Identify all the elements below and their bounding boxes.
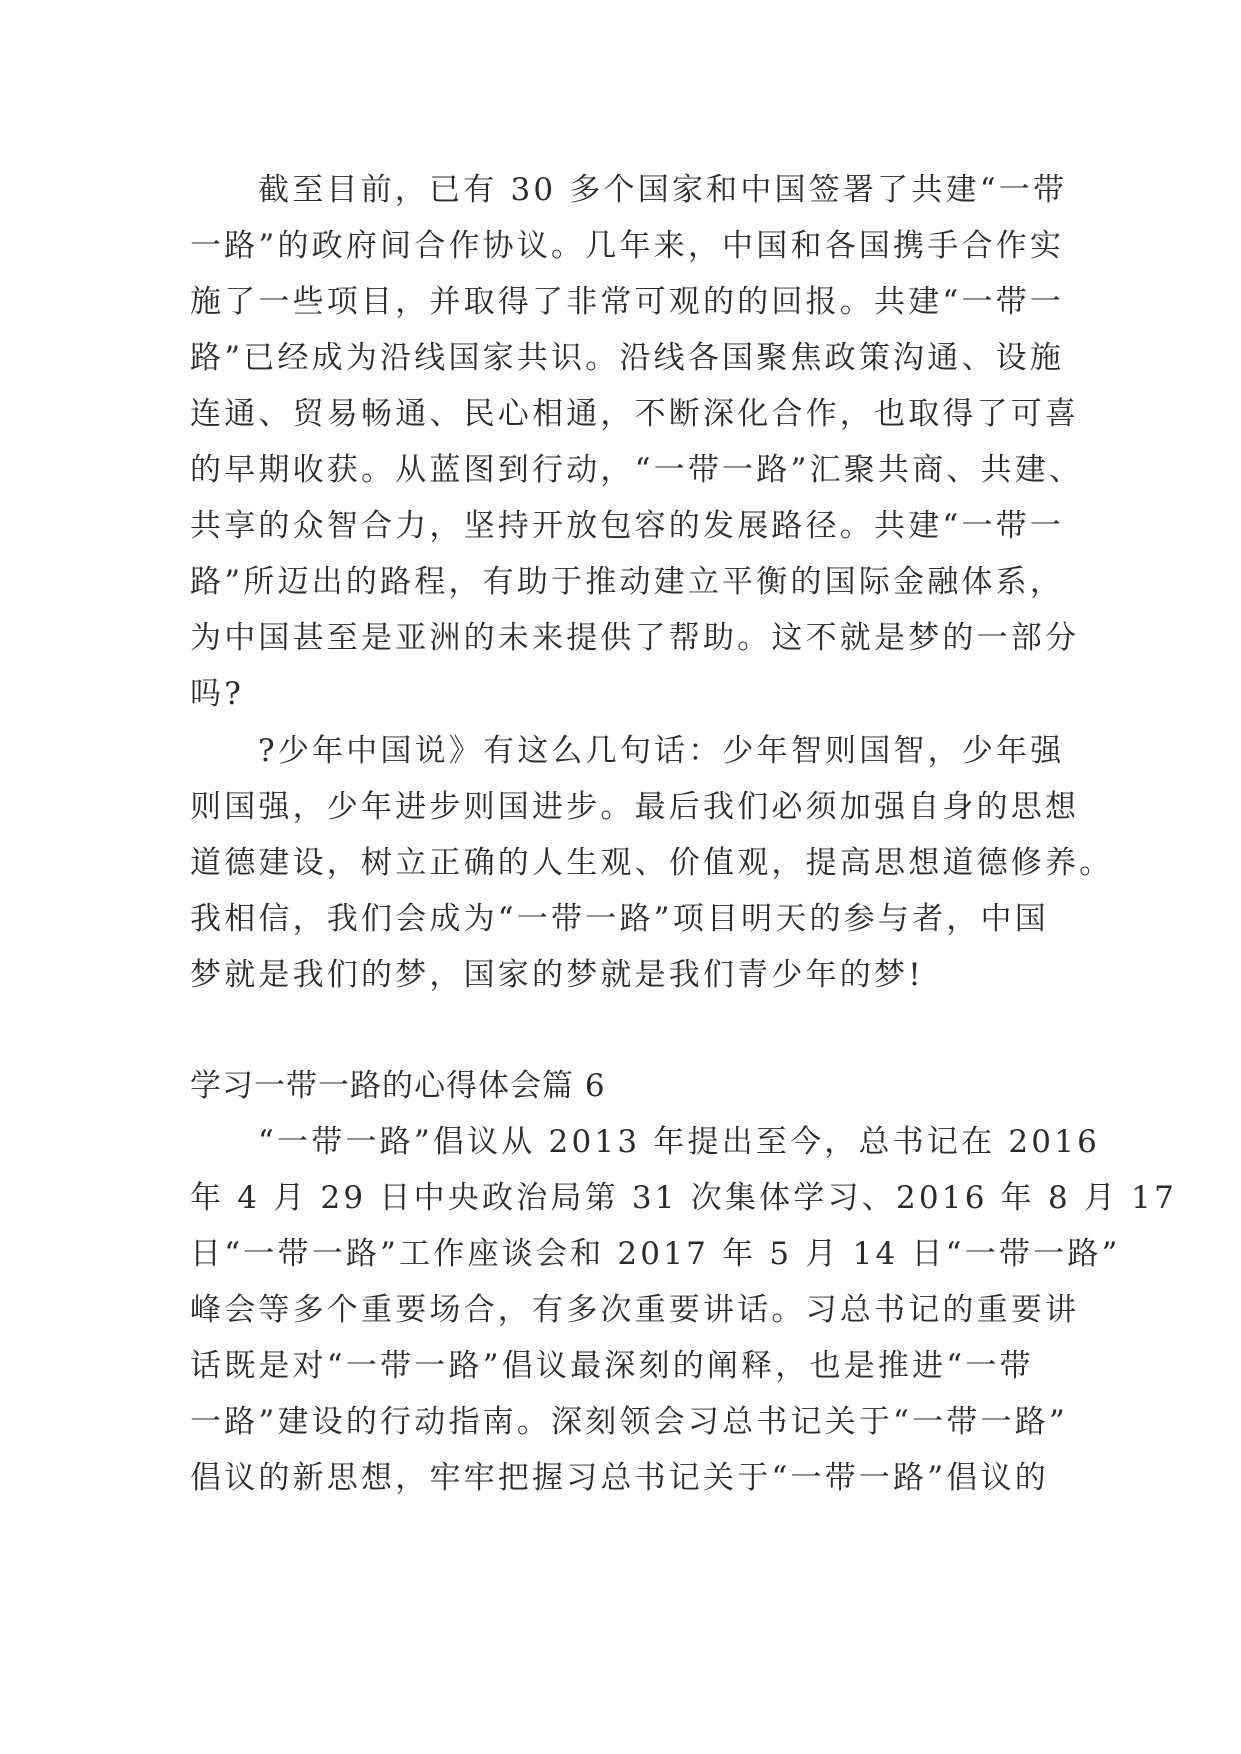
- paragraph-line: 峰会等多个重要场合，有多次重要讲话。习总书记的重要讲: [190, 1292, 1080, 1328]
- paragraph-line: 日“一带一路”工作座谈会和 2017 年 5 月 14 日“一带一路”: [190, 1236, 1121, 1272]
- paragraph-line: 为中国甚至是亚洲的未来提供了帮助。这不就是梦的一部分: [190, 620, 1080, 656]
- paragraph-line: 的早期收获。从蓝图到行动，“一带一路”汇聚共商、共建、: [190, 452, 1084, 488]
- paragraph-line: 倡议的新思想，牢牢把握习总书记关于“一带一路”倡议的: [190, 1460, 1049, 1496]
- paragraph-3: [190, 1114, 1178, 1506]
- paragraph-line: 道德建设，树立正确的人生观、价值观，提高思想道德修养。: [190, 845, 1114, 881]
- paragraph-line: 共享的众智合力，坚持开放包容的发展路径。共建“一带一: [190, 508, 1065, 544]
- paragraph-line: 路”所迈出的路程，有助于推动建立平衡的国际金融体系，: [190, 564, 1065, 600]
- paragraph-1: [190, 162, 1084, 722]
- paragraph-line: 年 4 月 29 日中央政治局第 31 次集体学习、2016 年 8 月 17: [190, 1180, 1178, 1216]
- paragraph-line: 路”已经成为沿线国家共识。沿线各国聚焦政策沟通、设施: [190, 340, 1065, 376]
- paragraph-line: 连通、贸易畅通、民心相通，不断深化合作，也取得了可喜: [190, 396, 1080, 432]
- paragraph-line: 一路”的政府间合作协议。几年来，中国和各国携手合作实: [190, 228, 1065, 264]
- paragraph-line: 施了一些项目，并取得了非常可观的的回报。共建“一带一: [190, 284, 1065, 320]
- paragraph-line: “一带一路”倡议从 2013 年提出至今，总书记在 2016: [258, 1124, 1101, 1160]
- section-heading-text: 学习一带一路的心得体会篇 6: [190, 1068, 606, 1104]
- paragraph-2: [190, 723, 1114, 1003]
- paragraph-line: 一路”建设的行动指南。深刻领会习总书记关于“一带一路”: [190, 1404, 1068, 1440]
- section-heading: [190, 1058, 1070, 1114]
- paragraph-line: 梦就是我们的梦，国家的梦就是我们青少年的梦!: [190, 957, 924, 993]
- paragraph-line: 话既是对“一带一路”倡议最深刻的阐释，也是推进“一带: [190, 1348, 1034, 1384]
- paragraph-line: 吗?: [190, 676, 245, 712]
- paragraph-line: 我相信，我们会成为“一带一路”项目明天的参与者，中国: [190, 901, 1049, 937]
- paragraph-line: ?少年中国说》有这么几句话：少年智则国智，少年强: [258, 733, 1065, 769]
- paragraph-line: 截至目前，已有 30 多个国家和中国签署了共建“一带: [258, 172, 1068, 208]
- paragraph-line: 则国强，少年进步则国进步。最后我们必须加强自身的思想: [190, 789, 1080, 825]
